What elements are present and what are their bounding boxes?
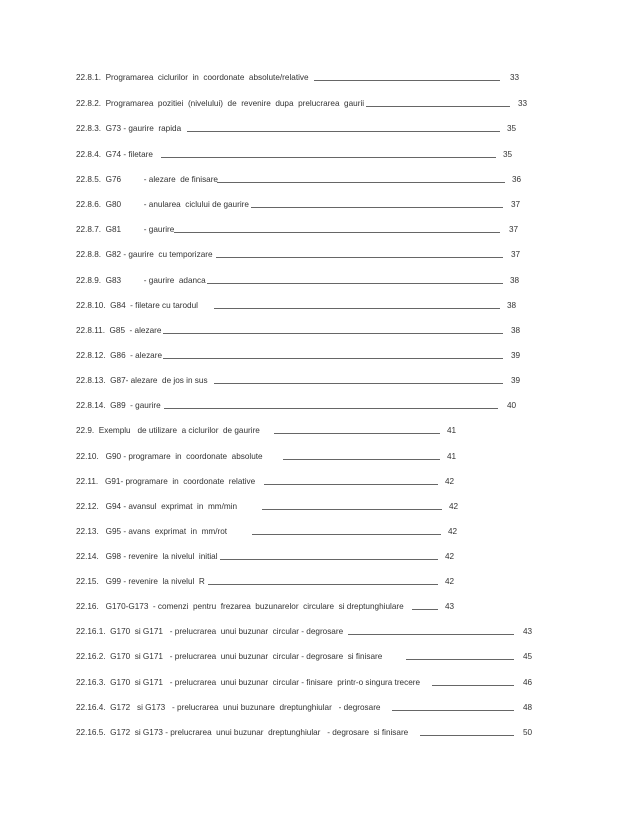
toc-entry-page: 37 <box>511 200 521 209</box>
dot-leader <box>161 157 496 158</box>
toc-entry-label: 22.10. G90 - programare in coordonate absolute <box>76 452 263 461</box>
toc-entry-label: 22.16.1. G170 si G171 - prelucrarea unui buzunar circular - degrosare <box>76 627 344 636</box>
toc-entry-page: 38 <box>511 326 521 335</box>
dot-leader <box>207 283 503 284</box>
toc-entry-label: 22.14. G98 - revenire la nivelul initial <box>76 552 218 561</box>
toc-entry-label: 22.8.5. G76 - alezare de finisare <box>76 175 218 184</box>
toc-entry-label: 22.8.2. Programarea pozitiei (nivelului) de revenire dupa prelucrarea gaurii <box>76 99 365 108</box>
toc-entry-label: 22.8.3. G73 - gaurire rapida <box>76 124 182 133</box>
toc-entry-page: 50 <box>523 728 533 737</box>
dot-leader <box>251 207 503 208</box>
dot-leader <box>348 634 514 635</box>
dot-leader <box>420 735 514 736</box>
toc-entry-page: 39 <box>511 351 521 360</box>
toc-entry-page: 35 <box>503 150 513 159</box>
dot-leader <box>214 308 500 309</box>
toc-entry-label: 22.9. Exemplu de utilizare a ciclurilor de gaurire <box>76 426 260 435</box>
toc-entry-page: 42 <box>445 577 455 586</box>
toc-entry-label: 22.8.1. Programarea ciclurilor in coordonate absolute/relative <box>76 73 309 82</box>
toc-entry-label: 22.16.3. G170 si G171 - prelucrarea unui buzunar circular - finisare printr-o singura trecere <box>76 678 421 687</box>
toc-entry-page: 43 <box>445 602 455 611</box>
dot-leader <box>214 383 503 384</box>
toc-entry-label: 22.8.4. G74 - filetare <box>76 150 153 159</box>
toc-entry-label: 22.8.13. G87- alezare de jos in sus <box>76 376 208 385</box>
toc-entry-label: 22.8.9. G83 - gaurire adanca <box>76 276 206 285</box>
toc-entry-page: 40 <box>507 401 517 410</box>
toc-entry-page: 38 <box>510 276 520 285</box>
dot-leader <box>406 659 514 660</box>
dot-leader <box>163 358 503 359</box>
toc-entry-label: 22.15. G99 - revenire la nivelul R <box>76 577 205 586</box>
toc-entry-page: 33 <box>518 99 528 108</box>
dot-leader <box>187 131 500 132</box>
toc-entry-label: 22.8.6. G80 - anularea ciclului de gaurire <box>76 200 249 209</box>
dot-leader <box>366 106 510 107</box>
toc-entry-page: 42 <box>449 502 459 511</box>
toc-entry-page: 42 <box>445 552 455 561</box>
dot-leader <box>264 484 438 485</box>
toc-entry-page: 37 <box>509 225 519 234</box>
toc-entry-label: 22.16.2. G170 si G171 - prelucrarea unui buzunar circular - degrosare si finisare <box>76 652 383 661</box>
toc-entry-label: 22.8.14. G89 - gaurire <box>76 401 161 410</box>
dot-leader <box>432 685 514 686</box>
toc-entry-page: 37 <box>511 250 521 259</box>
toc-entry-label: 22.8.8. G82 - gaurire cu temporizare <box>76 250 213 259</box>
toc-entry-page: 41 <box>447 452 457 461</box>
toc-entry-page: 43 <box>523 627 533 636</box>
dot-leader <box>392 710 514 711</box>
toc-entry-label: 22.16.4. G172 si G173 - prelucrarea unui buzunare dreptunghiular - degrosare <box>76 703 381 712</box>
dot-leader <box>208 584 438 585</box>
toc-entry-label: 22.11. G91- programare in coordonate relative <box>76 477 256 486</box>
toc-entry-label: 22.16.5. G172 si G173 - prelucrarea unui buzunar dreptunghiular - degrosare si finisare <box>76 728 409 737</box>
dot-leader <box>220 559 438 560</box>
dot-leader <box>216 257 503 258</box>
toc-entry-label: 22.12. G94 - avansul exprimat in mm/min <box>76 502 238 511</box>
dot-leader <box>274 433 440 434</box>
toc-entry-label: 22.8.11. G85 - alezare <box>76 326 162 335</box>
dot-leader <box>164 408 498 409</box>
toc-entry-page: 39 <box>511 376 521 385</box>
dot-leader <box>174 232 500 233</box>
dot-leader <box>314 80 500 81</box>
dot-leader <box>262 509 442 510</box>
toc-entry-page: 36 <box>512 175 522 184</box>
dot-leader <box>217 182 505 183</box>
dot-leader <box>163 333 503 334</box>
dot-leader <box>283 459 440 460</box>
toc-entry-page: 42 <box>445 477 455 486</box>
toc-entry-page: 41 <box>447 426 457 435</box>
toc-entry-page: 45 <box>523 652 533 661</box>
toc-entry-label: 22.13. G95 - avans exprimat in mm/rot <box>76 527 228 536</box>
dot-leader <box>252 534 441 535</box>
toc-entry-page: 42 <box>448 527 458 536</box>
toc-entry-page: 46 <box>523 678 533 687</box>
toc-entry-page: 33 <box>510 73 520 82</box>
toc-entry-label: 22.8.12. G86 - alezare <box>76 351 163 360</box>
toc-entry-page: 38 <box>507 301 517 310</box>
toc-entry-label: 22.16. G170-G173 - comenzi pentru frezarea buzunarelor circulare si dreptunghiulare <box>76 602 404 611</box>
toc-entry-label: 22.8.10. G84 - filetare cu tarodul <box>76 301 198 310</box>
toc-entry-page: 48 <box>523 703 533 712</box>
toc-entry-label: 22.8.7. G81 - gaurire <box>76 225 175 234</box>
toc-entry-page: 35 <box>507 124 517 133</box>
dot-leader <box>412 609 438 610</box>
